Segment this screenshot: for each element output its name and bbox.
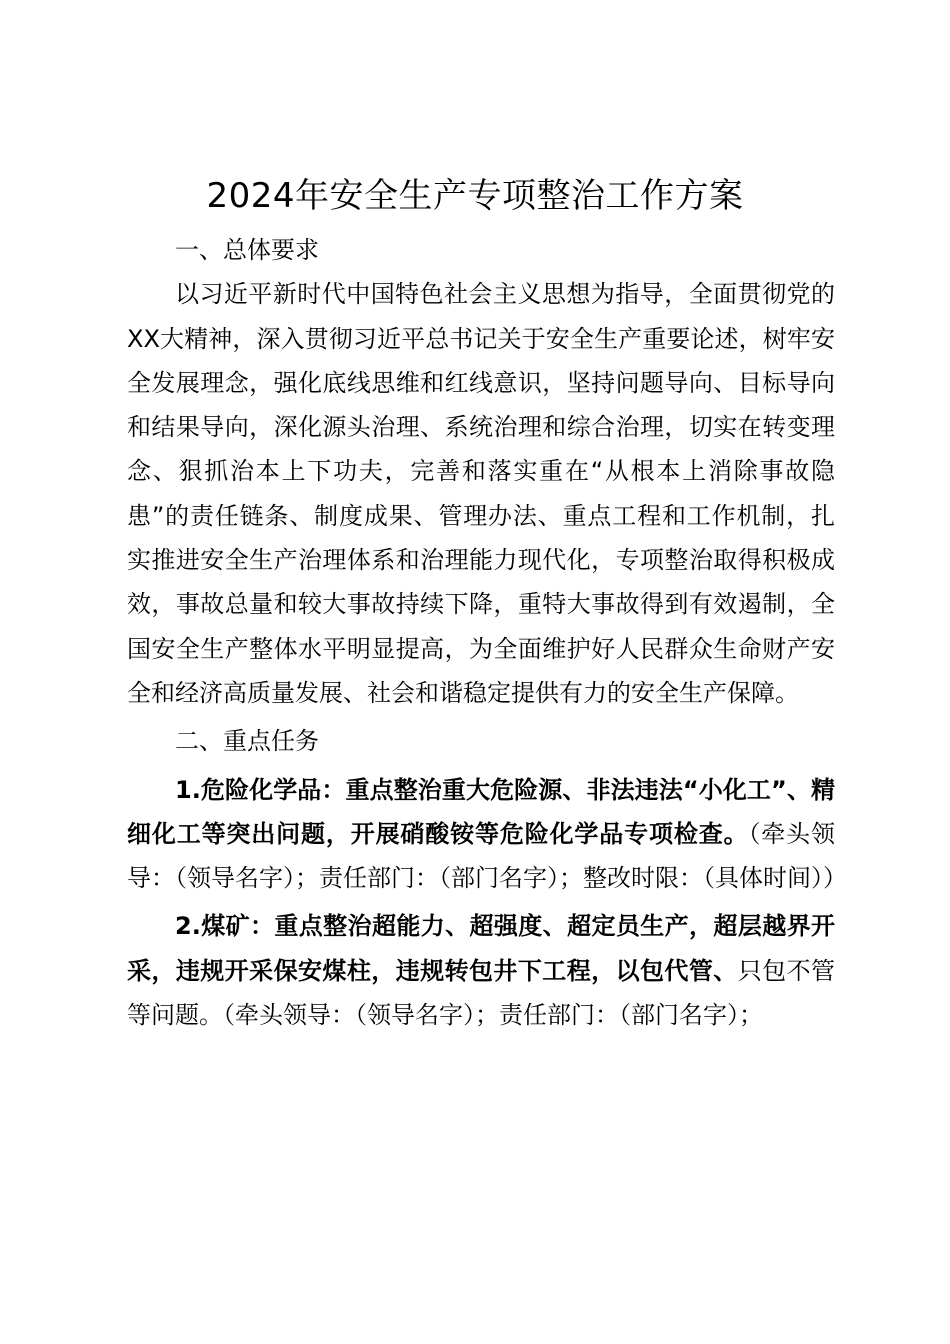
task-item-coal-mines bbox=[127, 904, 835, 1037]
task-detail-text: 只包不管等问题。（牵头领导：（领导名字）；责任部门：（部门名字）； bbox=[127, 956, 836, 1030]
document-body bbox=[127, 228, 847, 1037]
task-item-hazardous-chemicals bbox=[127, 768, 847, 901]
section-heading-key-tasks: 二、重点任务 bbox=[175, 727, 319, 756]
task-detail-text: （牵头领导：（领导名字）；责任部门：（部门名字）；整改时限：（具体时间）） bbox=[127, 819, 847, 893]
section-paragraph-general-requirements: 以习近平新时代中国特色社会主义思想为指导，全面贯彻党的XX大精神，深入贯彻习近平总书记关于安全生产重要论述，树牢安全发展理念，强化底线思维和红线意识，坚持问题导向、目标导向和结果导向，深化源头治理、系统治理和综合治理，切实在转变理念、狠抓治本上下功夫，完善和落实重在“从根本上消除事故隐患”的责任链条、制度成果、管理办法、重点工程和工作机制，扎实推进安全生产治理体系和治理能力现代化，专项整治取得积极成效，事故总量和较大事故持续下降，重特大事故得到有效遏制，全国安全生产整体水平明显提高，为全面维护好人民群众生命财产安全和经济高质量发展、社会和谐稳定提供有力的安全生产保障。 bbox=[127, 280, 835, 707]
section-heading-general-requirements: 一、总体要求 bbox=[175, 236, 319, 264]
document-title: 2024年安全生产专项整治工作方案 bbox=[206, 176, 744, 216]
task-lead-text: 2.煤矿：重点整治超能力、超强度、超定员生产，超层越界开采，违规开采保安煤柱，违规转包井下工程，以包代管、 bbox=[127, 912, 835, 985]
task-lead-text: 1.危险化学品：重点整治重大危险源、非法违法“小化工”、精细化工等突出问题，开展硝酸铵等危险化学品专项检查。 bbox=[127, 775, 835, 848]
